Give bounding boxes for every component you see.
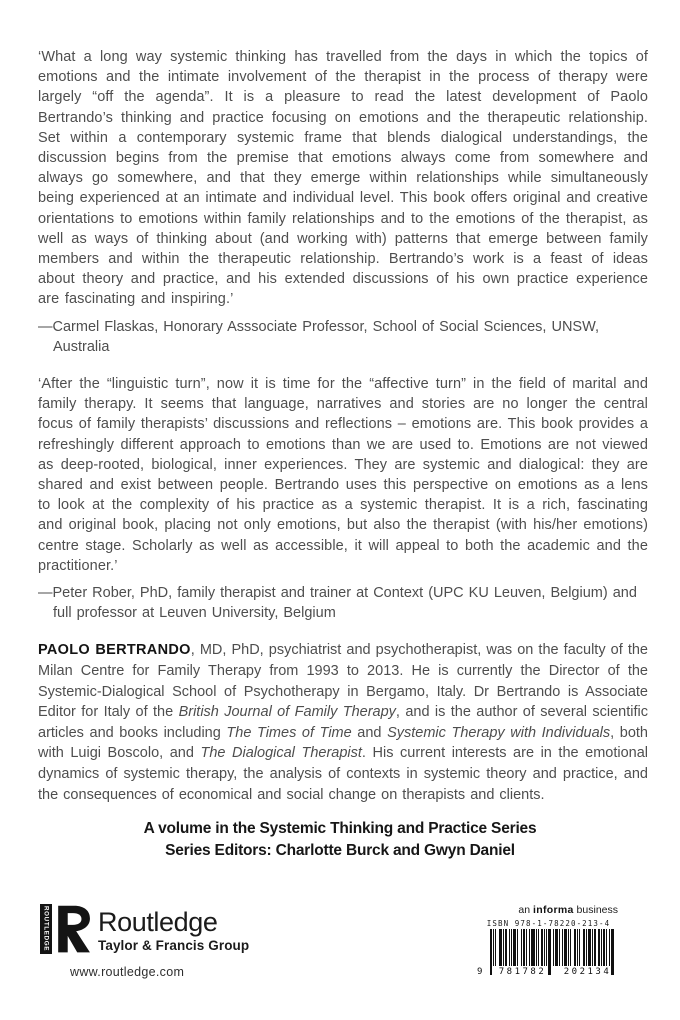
endorsement-quote-2: ‘After the “linguistic turn”, now it is time for the “affective turn” in the field of marital and family therapy. It seems that language, narratives and stories are no longer the central focus of family therapists’ discussions and reflections – emotions are. This book provides a refreshingly different approach to emotions than we are used to. Emotions are not viewed as deep-rooted, biological, inner experiences. They are systemic and dialogical: they are shared and exist between people. Bertrando uses this perspective on emotions as a lens to look at the complexity of his practice as a systemic therapist. It is a rich, fascinating and original book, placing not only emotions, but also the therapist (with his/her emotions) centre stage. Scholarly as well as accessible, it will appeal to both the academic and the practitioner.’ xyxy=(38,376,648,574)
routledge-website: www.routledge.com xyxy=(70,965,185,979)
endorsement-attribution-1: —Carmel Flaskas, Honorary Asssociate Professor, School of Social Sciences, UNSW, Australia xyxy=(38,318,600,355)
series-editors-line: Series Editors: Charlotte Burck and Gwyn Daniel xyxy=(165,842,515,859)
routledge-logo xyxy=(40,903,249,979)
endorsement-attribution-2: —Peter Rober, PhD, family therapist and trainer at Context (UPC KU Leuven, Belgium) and full professor at Leuven University, Belgium xyxy=(38,585,637,622)
taylor-francis-group-label: Taylor & Francis Group xyxy=(98,938,250,953)
barcode-digits-mid: 781782 xyxy=(498,967,547,977)
endorsement-quote-1: ‘What a long way systemic thinking has travelled from the days in which the topics of emotions and the intimate involvement of the therapist in the process of therapy were largely “off the agenda”. It is a pleasure to read the latest development of Paolo Bertrando’s thinking and practice focusing on emotions and the therapeutic relationship. Set within a contemporary systemic frame that blends dialogical understandings, the discussion begins from the premise that emotions always come from somewhere and always go somewhere, and that they emerge within relationships while simultaneously being experienced at an intimate and individual level. This book offers original and creative orientations to emotions within family relationships and to the emotions of the therapist, as well as ways of thinking about (and working with) patterns that emerge between family members and within the therapeutic relationship. Bertrando’s work is a feast of ideas about theory and practice, and his extended discussions of his own practice experience are fascinating and inspiring.’ xyxy=(38,49,648,308)
barcode-digits xyxy=(477,967,620,977)
series-note xyxy=(0,818,680,862)
isbn-barcode xyxy=(477,919,620,977)
back-cover-text xyxy=(38,47,648,805)
routledge-r-icon xyxy=(55,903,91,953)
author-bio: PAOLO BERTRANDO, MD, PhD, psychiatrist and psychotherapist, was on the faculty of the Milan Centre for Family Therapy from 1993 to 2013. He is currently the Director of the Systemic-Dialogical School of Psychotherapy in Bergamo, Italy. Dr Bertrando is Associate Editor for Italy of the British Journal of Family Therapy, and is the author of several scientific articles and books including The Times of Time and Systemic Therapy with Individuals, both with Luigi Boscolo, and The Dialogical Therapist. His current interests are in the emotional dynamics of systemic therapy, the analysis of contexts in systemic theory and practice, and the consequences of economical and social change on therapists and clients. xyxy=(38,642,649,803)
barcode-digits-right: 202134 xyxy=(563,967,612,977)
isbn-number: ISBN 978-1-78220-213-4 xyxy=(486,919,611,928)
barcode-digit-left: 9 xyxy=(477,967,483,977)
series-title-line: A volume in the Systemic Thinking and Practice Series xyxy=(143,820,537,837)
informa-business-label: an informa business xyxy=(518,904,618,916)
routledge-wordmark: Routledge xyxy=(98,907,218,937)
routledge-vertical-wordmark: ROUTLEDGE xyxy=(40,904,52,954)
